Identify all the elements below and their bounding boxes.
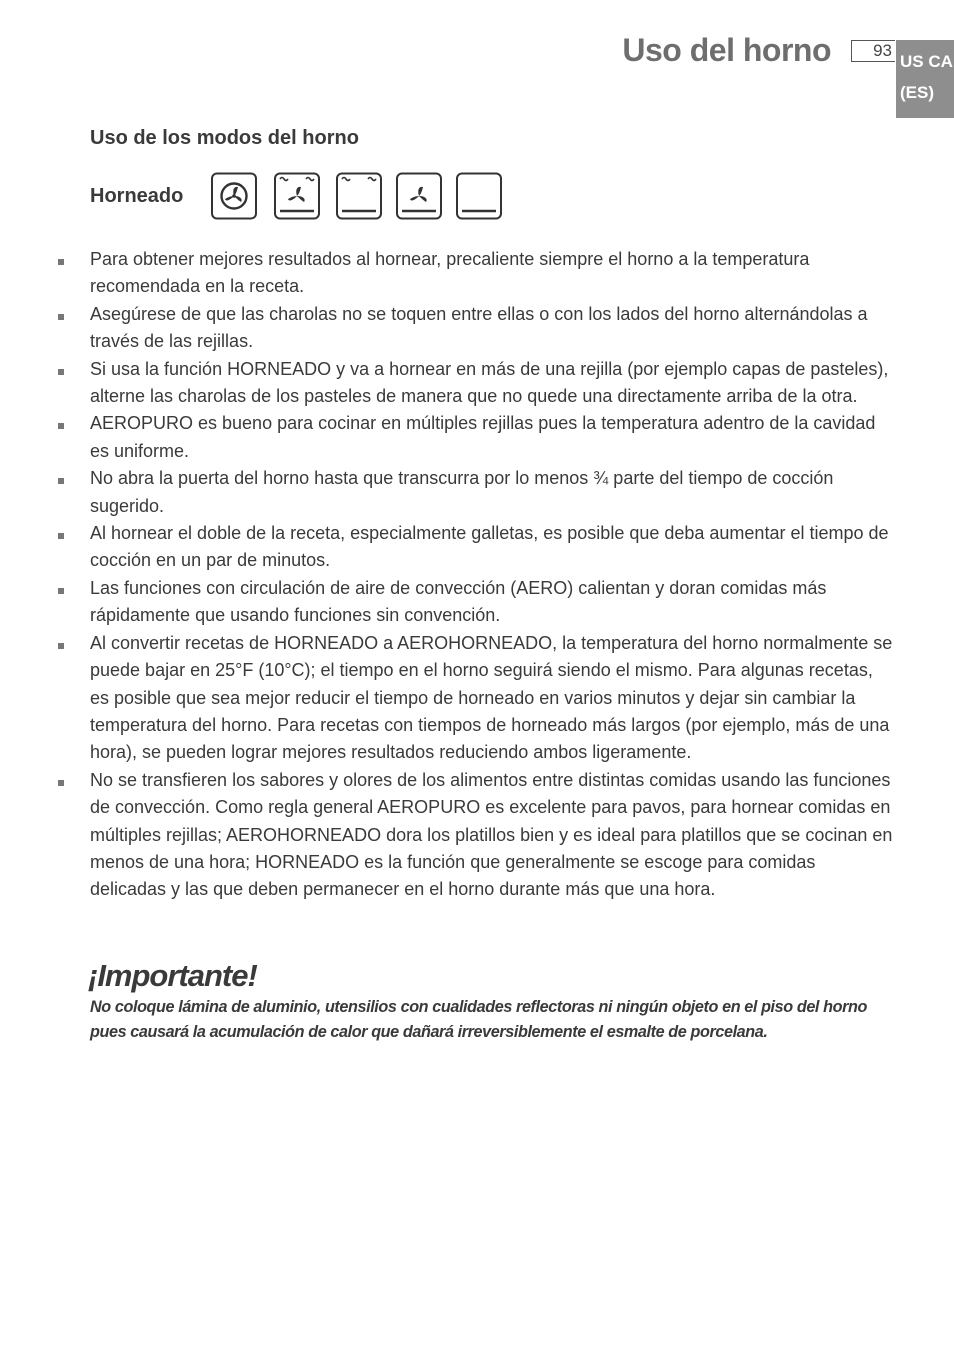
list-item-text: AEROPURO es bueno para cocinar en múltiples rejillas pues la temperatura adentro de la cavidad es uniforme. <box>90 413 876 461</box>
important-heading: ¡Importante! <box>88 958 257 993</box>
list-item <box>0 465 896 520</box>
bullet-icon <box>58 314 64 320</box>
mode-label: Horneado <box>90 185 184 207</box>
list-item-text: Asegúrese de que las charolas no se toquen entre ellas o con los lados del horno alternándolas a través de las rejillas. <box>90 303 868 352</box>
list-item-text: Al convertir recetas de HORNEADO a AEROHORNEADO, la temperatura del horno normalmente se puede bajar en 25°F (10°C); el tiempo en el horno seguirá siendo el mismo. Para algunas recetas, es posible que sea mejor reducir el tiempo de horneado en varios minutos y dejar sin cambiar la temperatura del horno. Para recetas con tiempos de horneado más largos (por ejemplo, más de una hora), se pueden lograr mejores resultados reduciendo ambos ligeramente. <box>90 632 893 763</box>
aero-bake-icon <box>273 172 321 220</box>
page-number: 93 <box>851 40 895 62</box>
list-item <box>0 520 896 575</box>
region-label: US CA <box>900 52 953 71</box>
bake-icon <box>335 172 383 220</box>
section-title: Uso de los modos del horno <box>90 127 359 149</box>
bullet-icon <box>58 533 64 539</box>
important-text: No coloque lámina de aluminio, utensilios con cualidades reflectoras ni ningún objeto en el piso del horno pues causará la acumulación de calor que dañará irreversiblemente el esmalte de porcelana. <box>90 998 867 1041</box>
fan-forced-icon <box>210 172 258 220</box>
bullet-icon <box>58 369 64 375</box>
bullet-icon <box>58 259 64 265</box>
bullet-icon <box>58 643 64 649</box>
page-title: Uso del horno <box>622 32 831 68</box>
list-item <box>0 246 896 301</box>
list-item-text: Para obtener mejores resultados al hornear, precaliente siempre el horno a la temperatura recomendada en la receta. <box>90 249 810 297</box>
list-item <box>0 630 896 767</box>
bullet-icon <box>58 780 64 786</box>
aero-pastry-icon <box>395 172 443 220</box>
list-item-text: No se transfieren los sabores y olores de los alimentos entre distintas comidas usando las funciones de convección. Como regla general AEROPURO es excelente para pavos, para hornear comidas en múltiples rejillas; AEROHORNEADO dora los platillos bien y es ideal para platillos que se cocinan en menos de una hora; HORNEADO es la función que generalmente se escoge para comidas delicadas y las que deben permanecer en el horno durante más que una hora. <box>90 769 893 900</box>
list-item <box>0 356 896 411</box>
pastry-bake-icon <box>455 172 503 220</box>
region-tab <box>896 40 954 118</box>
list-item <box>0 767 896 904</box>
list-item <box>0 301 896 356</box>
bullet-icon <box>58 588 64 594</box>
list-item-text: Al hornear el doble de la receta, especialmente galletas, es posible que deba aumentar el tiempo de cocción en un par de minutos. <box>90 523 889 571</box>
list-item-text: Si usa la función HORNEADO y va a hornear en más de una rejilla (por ejemplo capas de pasteles), alterne las charolas de los pasteles de manera que no quede una directamente arriba de la otra. <box>90 358 889 407</box>
bullet-icon <box>58 423 64 429</box>
list-item <box>0 575 896 630</box>
bullet-icon <box>58 478 64 484</box>
tips-list <box>0 246 954 904</box>
list-item <box>0 410 896 465</box>
list-item-text: No abra la puerta del horno hasta que transcurra por lo menos ¾ parte del tiempo de cocción sugerido. <box>90 468 834 516</box>
list-item-text: Las funciones con circulación de aire de convección (AERO) calientan y doran comidas más rápidamente que usando funciones sin convención. <box>90 577 827 626</box>
language-label: (ES) <box>900 83 934 102</box>
